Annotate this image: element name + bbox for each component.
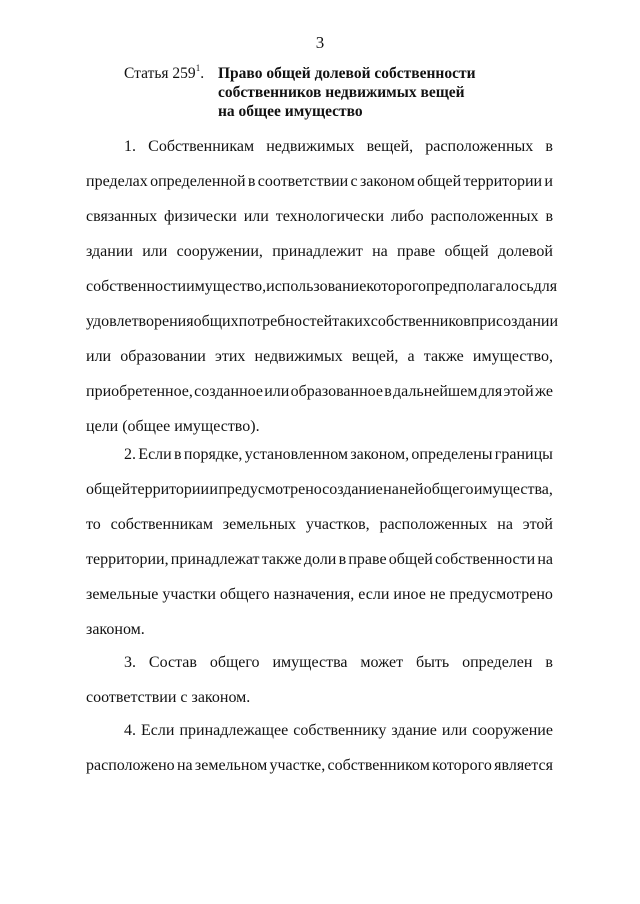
text-line: или образовании этих недвижимых вещей, а также имущество, [86, 348, 553, 365]
text-line: пределах определенной в соответствии с законом общей территории и [86, 173, 553, 190]
paragraph-2 [86, 437, 553, 647]
text-line: удовлетворения общих потребностей таких собственников при создании [86, 313, 559, 330]
text-line: соответствии с законом. [86, 689, 251, 706]
text-line: 1. Собственникам недвижимых вещей, расположенных в [124, 138, 553, 155]
text-line: приобретенное, созданное или образованное в дальнейшем для этой же [86, 383, 553, 400]
article-title-line: Право общей долевой собственности [218, 65, 476, 82]
text-line: законом. [86, 621, 145, 638]
article-title [218, 64, 476, 121]
article-title-line: на общее имущество [218, 103, 363, 120]
paragraph-4 [86, 713, 553, 783]
text-line: здании или сооружении, принадлежит на праве общей долевой [86, 243, 553, 260]
text-line: цели (общее имущество). [86, 418, 260, 435]
text-line: 3. Состав общего имущества может быть определен в [124, 654, 553, 671]
text-line: общей территории и предусмотрено создание на ней общего имущества, [86, 481, 553, 498]
article-title-line: собственников недвижимых вещей [218, 84, 465, 101]
text-line: территории, принадлежат также доли в праве общей собственности на [86, 551, 553, 568]
paragraph-3 [86, 645, 553, 715]
paragraph-1 [86, 129, 559, 444]
text-line: 4. Если принадлежащее собственнику здание или сооружение [124, 722, 553, 739]
text-line: то собственникам земельных участков, расположенных на этой [86, 516, 553, 533]
text-line: 2. Если в порядке, установленном законом, определены границы [124, 446, 553, 463]
text-line: расположено на земельном участке, собственником которого является [86, 757, 553, 774]
text-line: земельные участки общего назначения, если иное не предусмотрено [86, 586, 553, 603]
article-superscript: 1 [195, 62, 201, 73]
text-line: связанных физически или технологически либо расположенных в [86, 208, 553, 225]
page-number: 3 [315, 33, 325, 52]
text-line: собственности имущество, использование которого предполагалось для [86, 278, 558, 295]
article-number: Статья $259^1$. [124, 62, 205, 82]
